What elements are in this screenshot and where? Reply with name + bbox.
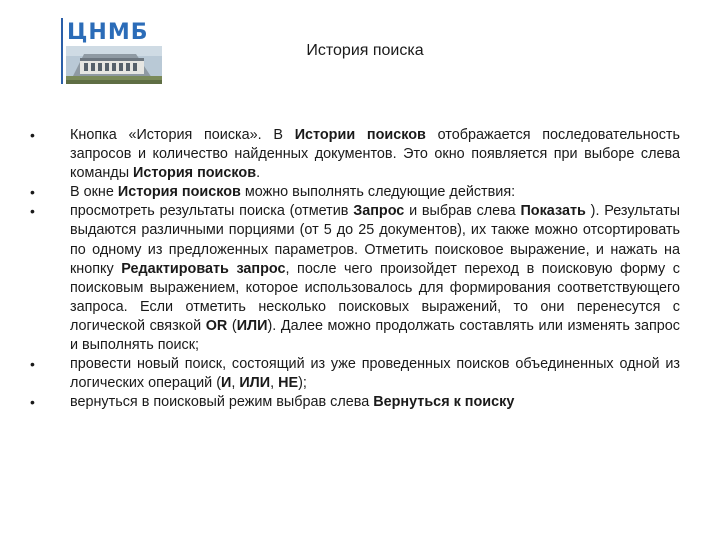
bold-run: ИЛИ xyxy=(236,317,268,334)
list-item xyxy=(30,355,680,393)
bold-run: И xyxy=(221,375,232,392)
text-run: провести новый поиск, состоящий из уже проведенных поисков объединенных одной из логических операций ( xyxy=(70,356,680,392)
bullet-icon: • xyxy=(30,184,35,201)
bold-run: Истории поисков xyxy=(294,127,426,143)
page-title: История поиска xyxy=(306,42,424,59)
text-run: и выбрав слева xyxy=(404,203,521,220)
text-run: . xyxy=(256,165,261,182)
bullet-text xyxy=(70,126,680,183)
text-run: ); xyxy=(298,375,307,392)
bold-run: ИЛИ xyxy=(239,375,271,392)
text-run: В окне xyxy=(70,184,118,201)
bullet-text xyxy=(70,393,680,412)
text-run: ( xyxy=(227,317,237,334)
text-run: , после чего произойдет переход в поисковую форму с поисковым выражением, которое использовалось для формирования соответствующего запроса. Если отметить несколько поисковых выражений, то они перенесутся с логической связкой xyxy=(70,260,680,334)
list-item xyxy=(30,393,680,412)
building-illustration xyxy=(66,20,162,84)
bullet-icon: • xyxy=(30,356,35,373)
list-item xyxy=(30,126,680,183)
logo xyxy=(66,20,162,84)
bold-run: Показать xyxy=(520,203,586,220)
bold-run: История поисков xyxy=(117,184,241,201)
bold-run: Запрос xyxy=(353,203,405,220)
list-item xyxy=(30,202,680,355)
bullet-list xyxy=(30,126,680,412)
bold-run: Вернуться к поиску xyxy=(373,394,515,411)
bullet-text xyxy=(70,355,680,393)
text-run: ). Результаты выдаются различными порциями (от 5 до 25 документов), их также можно отсортировать по одному из предложенных параметров. Отметить поисковое выражение, и нажать на кнопку xyxy=(70,203,681,277)
text-run: можно выполнять следующие действия: xyxy=(240,184,516,201)
bold-run: Редактировать запрос xyxy=(121,260,286,277)
logo-divider xyxy=(61,18,63,84)
text-run: просмотреть результаты поиска (отметив xyxy=(70,203,354,220)
text-run: , xyxy=(270,375,279,392)
bullet-text xyxy=(70,183,680,202)
list-item xyxy=(30,183,680,202)
logo-text: ЦНМБ xyxy=(67,20,149,45)
bullet-icon: • xyxy=(30,127,35,143)
text-run: ). Далее можно продолжать составлять или изменять запрос и выполнять поиск; xyxy=(70,317,680,354)
bullet-icon: • xyxy=(30,203,35,220)
bullet-icon: • xyxy=(30,394,35,411)
text-run: вернуться в поисковый режим выбрав слева xyxy=(70,394,374,411)
text-run: отображается последовательность запросов и количество найденных документов. Это окно появляется при выборе слева команды xyxy=(70,127,680,182)
bold-run: OR xyxy=(205,317,228,334)
bullet-text xyxy=(70,202,680,355)
bold-run: НЕ xyxy=(278,375,299,392)
text-run: , xyxy=(231,375,240,392)
bold-run: История поисков xyxy=(133,165,257,182)
text-run: Кнопка «История поиска». В xyxy=(70,127,295,143)
